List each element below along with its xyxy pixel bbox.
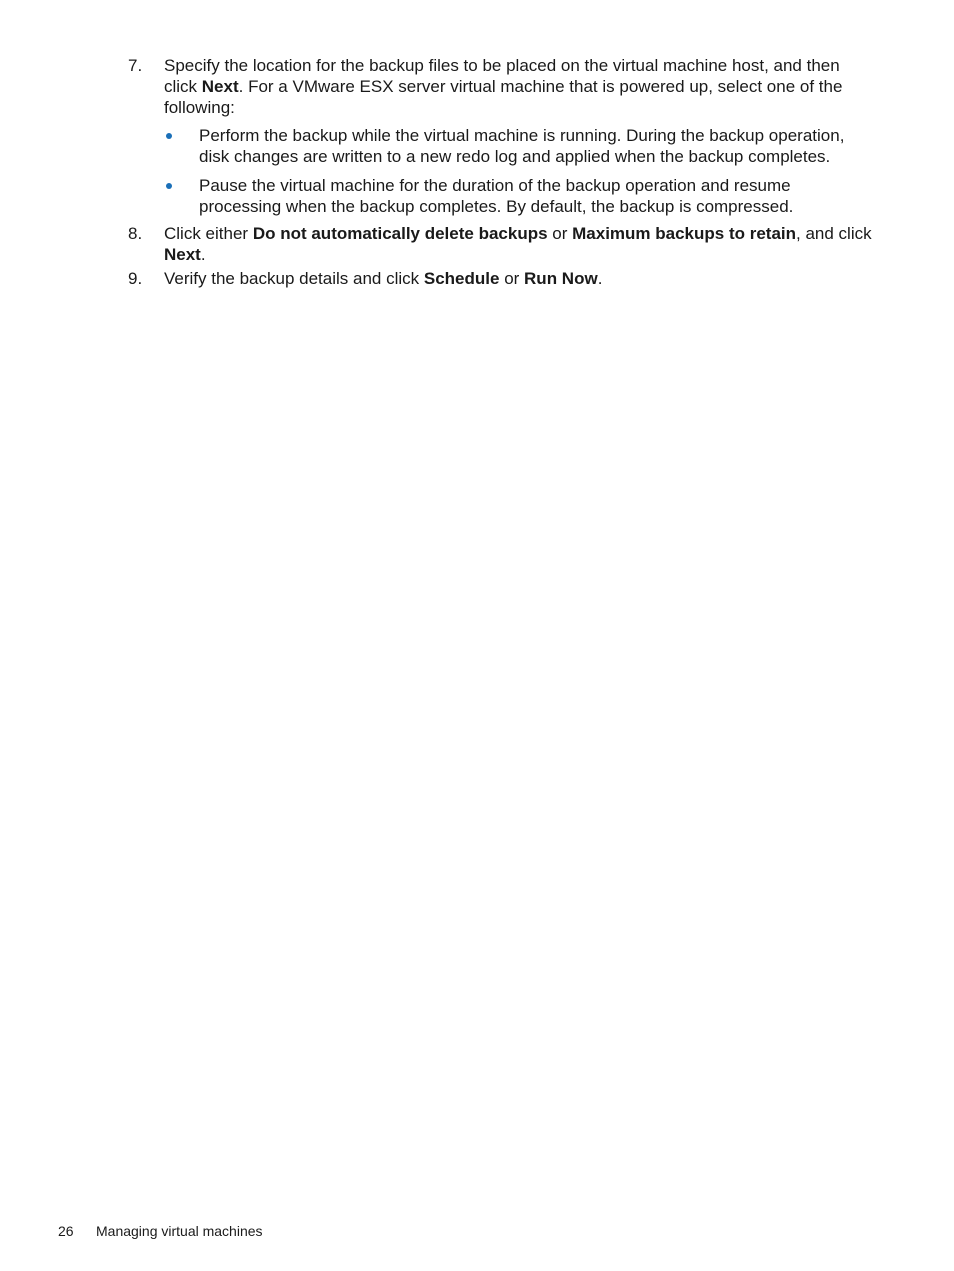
step-text	[164, 268, 873, 289]
bold-term-schedule: Schedule	[423, 269, 500, 288]
bullet-text: Pause the virtual machine for the duration of the backup operation and resume processing when the backup completes. By default, the backup is compressed.	[199, 176, 794, 216]
text-run: .	[200, 245, 206, 264]
bold-term-do-not-delete: Do not automatically delete backups	[252, 224, 548, 243]
text-run: Verify the backup details and click	[164, 269, 424, 288]
step-number: 9.	[128, 269, 143, 288]
step-text	[164, 55, 873, 118]
text-run: or	[499, 269, 525, 288]
text-run: Specify the location for the backup files to be placed on the virtual machine host, and then click	[164, 56, 840, 96]
page-footer	[58, 1222, 263, 1240]
text-run: Click either	[164, 224, 253, 243]
text-run: or	[547, 224, 573, 243]
bullet-item	[166, 175, 871, 217]
step-8	[128, 223, 873, 265]
text-run: , and click	[796, 224, 872, 243]
page-number: 26	[58, 1223, 74, 1239]
step-text	[164, 223, 873, 265]
text-run: . For a VMware ESX server virtual machine that is powered up, select one of the following:	[164, 77, 843, 117]
bullet-text: Perform the backup while the virtual machine is running. During the backup operation, disk changes are written to a new redo log and applied when the backup completes.	[199, 126, 845, 166]
bold-term-maximum-backups: Maximum backups to retain	[572, 224, 797, 243]
bold-term-next: Next	[201, 77, 239, 96]
bullet-item	[166, 125, 871, 167]
text-run: .	[597, 269, 603, 288]
step-number: 8.	[128, 224, 143, 243]
bold-term-next: Next	[164, 245, 201, 264]
bullet-icon	[166, 183, 172, 189]
step-7	[128, 55, 873, 118]
bullet-icon	[166, 133, 172, 139]
footer-section-title: Managing virtual machines	[96, 1223, 263, 1239]
bold-term-run-now: Run Now	[524, 269, 598, 288]
step-number: 7.	[128, 56, 143, 75]
step-9	[128, 268, 873, 289]
